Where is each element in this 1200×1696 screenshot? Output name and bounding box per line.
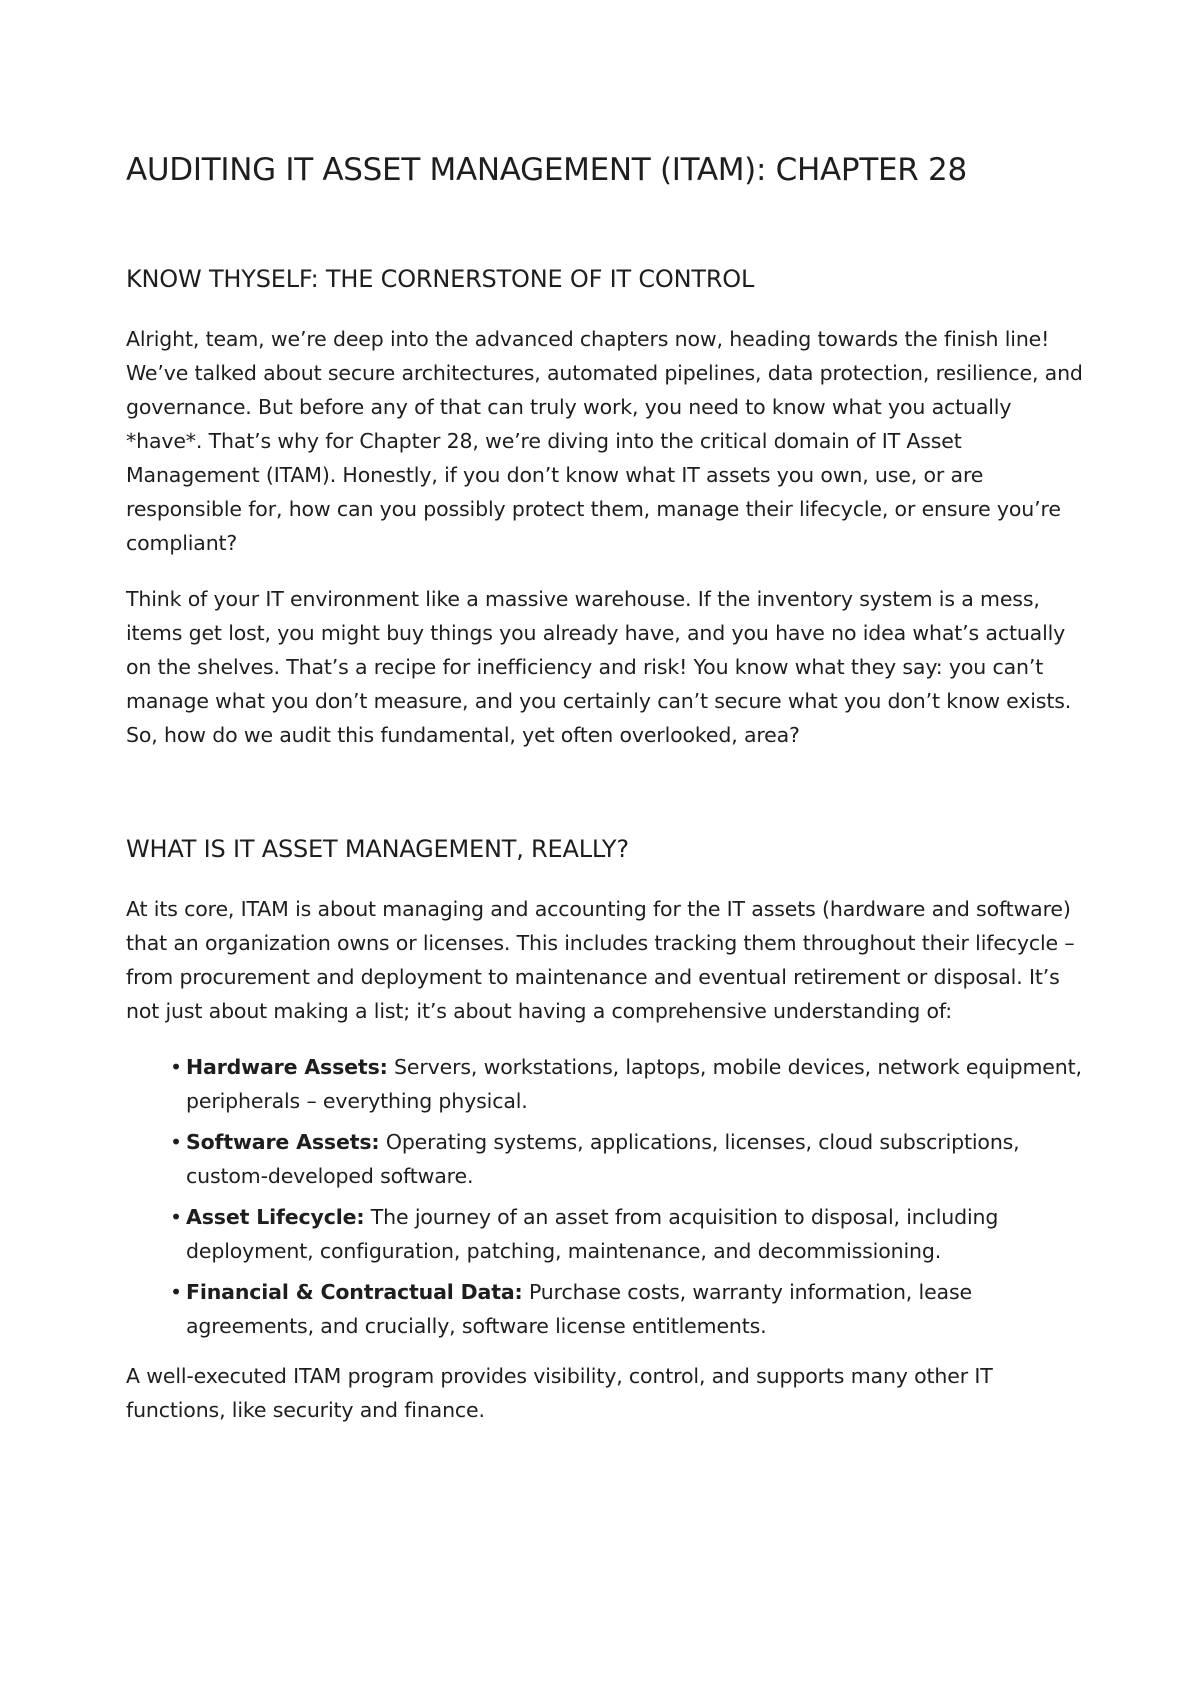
list-item-term: Asset Lifecycle: <box>186 1205 365 1229</box>
list-item-hardware-assets <box>172 1050 1090 1118</box>
list-item-financial-contractual <box>172 1275 1090 1343</box>
document-title: AUDITING IT ASSET MANAGEMENT (ITAM): CHAPTER 28 <box>126 152 967 188</box>
paragraph-warehouse: Think of your IT environment like a massive warehouse. If the inventory system is a mess, items get lost, you might buy things you already have, and you have no idea what’s actually on the shelves. That’s a recipe for inefficiency and risk! You know what they say: you can’t manage what you don’t measure, and you certainly can’t secure what you don’t know exists. So, how do we audit this fundamental, yet often overlooked, area? <box>126 587 1072 747</box>
list-item-text: The journey of an asset from acquisition to disposal, including deployment, configuration, patching, maintenance, and decommissioning. <box>186 1205 999 1263</box>
section-heading-know-thyself: KNOW THYSELF: THE CORNERSTONE OF IT CONTROL <box>126 265 755 293</box>
list-item-asset-lifecycle <box>172 1200 1090 1268</box>
bullet-icon: • <box>170 1055 182 1079</box>
list-item-text: Operating systems, applications, licenses, cloud subscriptions, custom-developed software. <box>186 1130 1020 1188</box>
paragraph-closing: A well-executed ITAM program provides visibility, control, and supports many other IT functions, like security and finance. <box>126 1364 993 1422</box>
paragraph-intro: Alright, team, we’re deep into the advanced chapters now, heading towards the finish line! We’ve talked about secure architectures, automated pipelines, data protection, resilience, and governance. But before any of that can truly work, you need to know what you actually *have*. That’s why for Chapter 28, we’re diving into the critical domain of IT Asset Management (ITAM). Honestly, if you don’t know what IT assets you own, use, or are responsible for, how can you possibly protect them, manage their lifecycle, or ensure you’re compliant? <box>126 327 1083 555</box>
paragraph-itam-core: At its core, ITAM is about managing and accounting for the IT assets (hardware and software) that an organization owns or licenses. This includes tracking them throughout their lifecycle – from procurement and deployment to maintenance and eventual retirement or disposal. It’s not just about making a list; it’s about having a comprehensive understanding of: <box>126 897 1075 1023</box>
itam-components-list <box>126 1050 1090 1343</box>
list-item-text: Servers, workstations, laptops, mobile devices, network equipment, peripherals – everything physical. <box>186 1055 1082 1113</box>
list-item-text: Purchase costs, warranty information, lease agreements, and crucially, software license entitlements. <box>186 1280 972 1338</box>
list-item-software-assets <box>172 1125 1090 1193</box>
list-item-term: Financial & Contractual Data: <box>186 1280 523 1304</box>
section-heading-what-is-itam: WHAT IS IT ASSET MANAGEMENT, REALLY? <box>126 835 629 863</box>
bullet-icon: • <box>170 1205 182 1229</box>
list-item-term: Software Assets: <box>186 1130 380 1154</box>
bullet-icon: • <box>170 1130 182 1154</box>
list-item-term: Hardware Assets: <box>186 1055 388 1079</box>
bullet-icon: • <box>170 1280 182 1304</box>
